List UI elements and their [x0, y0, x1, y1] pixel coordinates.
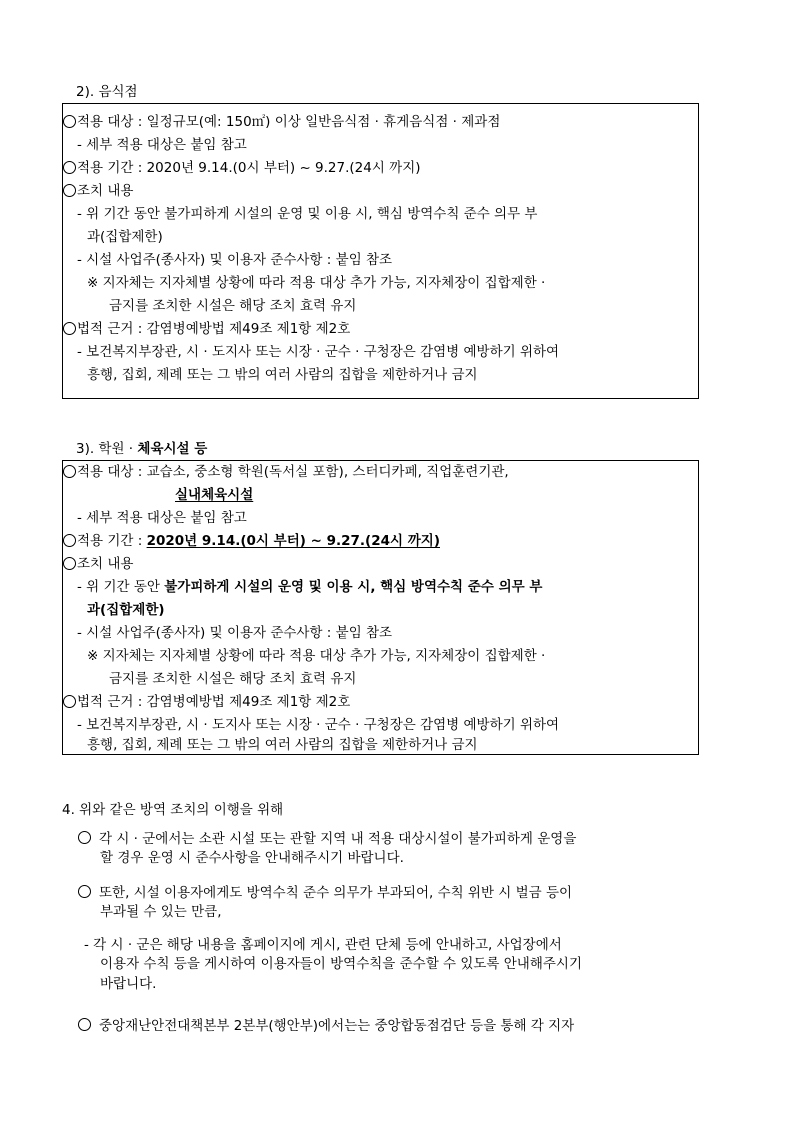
s3-target-cont: 실내체육시설 [175, 487, 254, 503]
circle-bullet-icon [63, 184, 76, 197]
circle-bullet-icon [63, 115, 76, 128]
s3-action-prefix: - 위 기간 동안 [77, 579, 165, 595]
s3-action-detail-1 [77, 579, 542, 595]
s4-para3-line1: - 각 시 · 군은 해당 내용을 홈페이지에 게시, 관련 단체 등에 안내하고, 사업장에서 [84, 937, 562, 953]
s3-action-detail-2: 과(집합제한) [87, 602, 165, 618]
s2-action-detail-1: - 위 기간 동안 불가피하게 시설의 운영 및 이용 시, 핵심 방역수칙 준수 의무 부 [77, 206, 538, 222]
s2-action-line [63, 183, 133, 199]
s2-law-line [63, 321, 350, 337]
s2-target-text: 적용 대상 : 일정규모(예: 150㎡) 이상 일반음식점 · 휴게음식점 · 제과점 [77, 114, 501, 130]
s2-note-line-2: 금지를 조치한 시설은 해당 조치 효력 유지 [109, 298, 357, 314]
s4-para4-line1 [78, 1017, 574, 1036]
s3-period-label: 적용 기간 : [77, 533, 147, 549]
s2-period-text: 적용 기간 : 2020년 9.14.(0시 부터) ~ 9.27.(24시 까지) [77, 160, 421, 176]
s2-note-line-1: ※ 지자체는 지자체별 상황에 따라 적용 대상 추가 가능, 지자체장이 집합제한 · [87, 275, 546, 291]
s3-note-line-1: ※ 지자체는 지자체별 상황에 따라 적용 대상 추가 가능, 지자체장이 집합제한 · [87, 648, 546, 664]
s4-para1-text: 각 시 · 군에서는 소관 시설 또는 관할 지역 내 적용 대상시설이 불가피하게 운영을 [99, 831, 577, 847]
circle-bullet-icon [63, 465, 76, 478]
s3-law-line [63, 694, 350, 710]
s4-para3-line2: 이용자 수칙 등을 게시하여 이용자들이 방역수칙을 준수할 수 있도록 안내해주시기 [100, 956, 583, 972]
circle-bullet-icon [63, 161, 76, 174]
circle-bullet-icon [78, 885, 91, 898]
circle-bullet-icon [78, 1018, 91, 1031]
s3-period-line [63, 533, 440, 549]
s3-action-bold: 불가피하게 시설의 운영 및 이용 시, 핵심 방역수칙 준수 의무 부 [164, 579, 543, 595]
circle-bullet-icon [63, 557, 76, 570]
s2-detail-line: - 세부 적용 대상은 붙임 참고 [77, 137, 247, 153]
s2-action-detail-2: 과(집합제한) [87, 229, 163, 245]
s4-para2-line2: 부과될 수 있는 만큼, [100, 904, 222, 920]
section3-heading-bold: 체육시설 등 [137, 441, 208, 457]
s2-owner-line: - 시설 사업주(종사자) 및 이용자 준수사항 : 붙임 참조 [77, 252, 393, 268]
section4-heading: 4. 위와 같은 방역 조치의 이행을 위해 [62, 802, 284, 818]
section3-box [62, 460, 699, 755]
section2-heading: 2). 음식점 [76, 84, 138, 100]
s2-action-text: 조치 내용 [77, 183, 134, 199]
s3-owner-line: - 시설 사업주(종사자) 및 이용자 준수사항 : 붙임 참조 [77, 625, 393, 641]
s2-period-line [63, 160, 421, 176]
circle-bullet-icon [78, 831, 91, 844]
s3-target-line [63, 464, 509, 480]
s2-law-text: 법적 근거 : 감염병예방법 제49조 제1항 제2호 [77, 321, 351, 337]
section3-heading-plain: 3). 학원 · [76, 441, 138, 457]
section2-box [62, 103, 699, 399]
s3-detail-line: - 세부 적용 대상은 붙임 참고 [77, 510, 247, 526]
s2-law-detail-2: 흥행, 집회, 제례 또는 그 밖의 여러 사람의 집합을 제한하거나 금지 [87, 367, 478, 383]
circle-bullet-icon [63, 322, 76, 335]
s3-law-text: 법적 근거 : 감염병예방법 제49조 제1항 제2호 [77, 694, 351, 710]
s3-action-text: 조치 내용 [77, 556, 134, 572]
s3-law-detail-2: 흥행, 집회, 제례 또는 그 밖의 여러 사람의 집합을 제한하거나 금지 [87, 737, 478, 753]
circle-bullet-icon [63, 695, 76, 708]
s4-para1-line2: 할 경우 운영 시 준수사항을 안내해주시기 바랍니다. [100, 850, 404, 866]
s4-para2-line1 [78, 884, 572, 903]
s4-para1-line1 [78, 830, 576, 849]
s4-para2-text: 또한, 시설 이용자에게도 방역수칙 준수 의무가 부과되어, 수칙 위반 시 벌금 등이 [99, 885, 573, 901]
s2-target-line [63, 114, 500, 130]
s3-law-detail-1: - 보건복지부장관, 시 · 도지사 또는 시장 · 군수 · 구청장은 감염병 예방하기 위하여 [77, 717, 560, 733]
s3-target-text: 적용 대상 : 교습소, 중소형 학원(독서실 포함), 스터디카페, 직업훈련기관, [77, 464, 509, 480]
s2-law-detail-1: - 보건복지부장관, 시 · 도지사 또는 시장 · 군수 · 구청장은 감염병 예방하기 위하여 [77, 344, 560, 360]
s3-action-line [63, 556, 133, 572]
s4-para3-line3: 바랍니다. [100, 976, 157, 992]
circle-bullet-icon [63, 534, 76, 547]
section3-heading [76, 437, 207, 457]
s3-period-value: 2020년 9.14.(0시 부터) ~ 9.27.(24시 까지) [146, 533, 440, 549]
s4-para4-text: 중앙재난안전대책본부 2본부(행안부)에서는는 중앙합동점검단 등을 통해 각 지자 [99, 1018, 575, 1034]
s3-note-line-2: 금지를 조치한 시설은 해당 조치 효력 유지 [109, 671, 357, 687]
